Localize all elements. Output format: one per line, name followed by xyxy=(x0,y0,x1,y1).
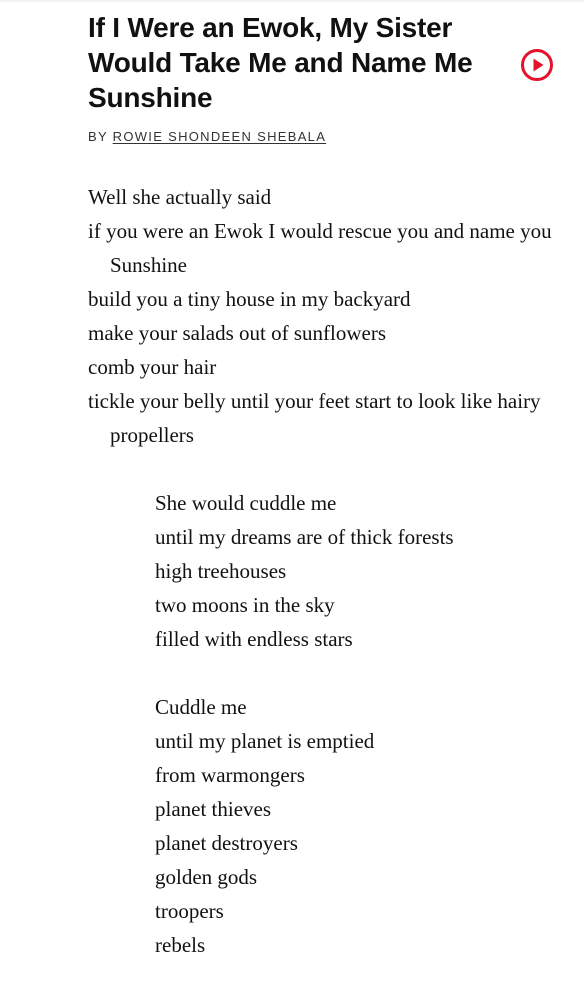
poem-line: if you were an Ewok I would rescue you and name you Sunshine xyxy=(88,219,552,277)
author-link[interactable]: ROWIE SHONDEEN SHEBALA xyxy=(112,129,327,144)
poem-line: high treehouses xyxy=(155,559,287,583)
poem-line: planet destroyers xyxy=(155,831,298,855)
article-title: If I Were an Ewok, My Sister Would Take Me and Name Me Sunshine xyxy=(88,12,473,113)
poem-line: until my dreams are of thick forests xyxy=(155,525,454,549)
poem-line: from warmongers xyxy=(155,763,305,787)
poem-line: comb your hair xyxy=(88,355,217,379)
poem-line: two moons in the sky xyxy=(155,593,335,617)
poem-body xyxy=(88,180,558,996)
byline-prefix: BY xyxy=(88,129,108,144)
poem-line: golden gods xyxy=(155,865,258,889)
poem-line: filled with endless stars xyxy=(155,627,353,651)
play-audio-button[interactable] xyxy=(520,48,554,82)
poem-line: tickle your belly until your feet start to look like hairy propellers xyxy=(88,389,541,447)
poem-line: build you a tiny house in my backyard xyxy=(88,287,411,311)
poem-line: planet thieves xyxy=(155,797,272,821)
article-header xyxy=(88,10,508,144)
play-circle-icon xyxy=(520,48,554,82)
poem-line: until my planet is emptied xyxy=(155,729,375,753)
poem-line: Well she actually said xyxy=(88,185,272,209)
poem-line: rebels xyxy=(155,933,206,957)
stanza-1 xyxy=(88,180,558,452)
poem-line: She would cuddle me xyxy=(155,491,337,515)
stanza-2 xyxy=(155,486,558,656)
poem-line: troopers xyxy=(155,899,224,923)
stanza-3 xyxy=(155,690,558,962)
byline xyxy=(88,129,508,144)
poem-line: Cuddle me xyxy=(155,695,247,719)
poem-line: make your salads out of sunflowers xyxy=(88,321,387,345)
